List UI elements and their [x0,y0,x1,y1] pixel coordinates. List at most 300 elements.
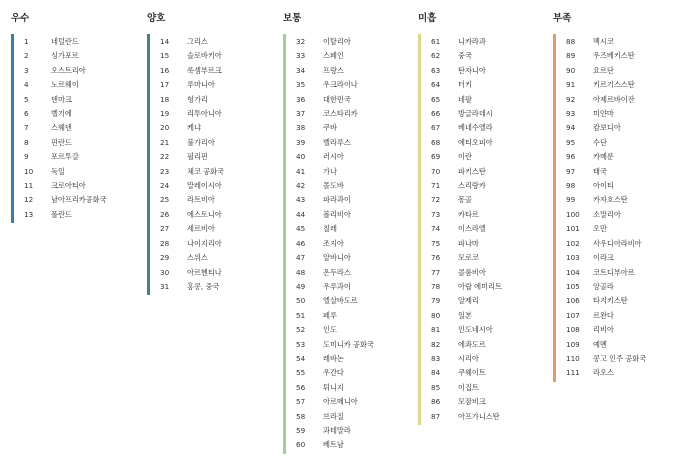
rank-number: 107 [566,310,580,320]
country-row [24,179,136,193]
country-row [160,222,272,236]
country-row [431,323,543,337]
country-row [296,64,408,78]
country-row [160,179,272,193]
country-name: 우간다 [323,368,344,378]
rank-number: 3 [24,65,29,75]
country-name: 대한민국 [323,94,351,104]
country-row [296,179,408,193]
rank-number: 93 [566,109,576,119]
country-row [296,107,408,121]
country-name: 페루 [323,310,337,320]
country-name: 이탈리아 [323,37,351,46]
country-row [296,381,408,395]
rank-number: 15 [160,51,170,61]
rank-number: 62 [431,51,441,61]
country-row [296,35,408,49]
rank-number: 7 [24,123,29,133]
country-name: 키르기스스탄 [593,80,635,90]
rank-number: 51 [296,310,306,320]
rank-number: 55 [296,368,306,378]
country-name: 포르투갈 [51,152,79,162]
rank-number: 12 [24,195,34,205]
rank-number: 77 [431,267,441,277]
rank-number: 88 [566,37,576,46]
country-name: 볼리비아 [323,209,351,219]
country-name: 러시아 [323,152,344,162]
country-row [160,49,272,63]
country-name: 칠레 [323,224,337,234]
country-row [431,381,543,395]
rank-number: 86 [431,397,441,407]
country-name: 쿠바 [323,123,337,133]
country-row [566,136,678,150]
rank-number: 53 [296,339,306,349]
country-row [431,208,543,222]
column-color-bar [147,34,150,295]
country-row [160,193,272,207]
country-row [566,323,678,337]
column-color-bar [283,34,286,454]
rank-number: 45 [296,224,306,234]
country-row [160,93,272,107]
country-name: 우크라이나 [323,80,358,90]
rank-number: 97 [566,166,576,176]
country-name: 미얀마 [593,109,614,119]
rank-number: 31 [160,281,170,291]
rank-number: 84 [431,368,441,378]
country-name: 엘살바도르 [323,296,358,306]
country-name: 오만 [593,224,607,234]
rank-number: 35 [296,80,306,90]
country-name: 도미니카 공화국 [323,339,374,349]
country-row [566,121,678,135]
country-name: 케냐 [187,123,201,133]
country-name: 모로코 [458,253,479,263]
rank-number: 39 [296,137,306,147]
rank-number: 27 [160,224,170,234]
country-list [431,35,543,424]
country-row [296,121,408,135]
country-name: 벨기에 [51,109,72,119]
country-name: 터키 [458,80,472,90]
country-row [431,93,543,107]
rank-number: 81 [431,325,441,335]
country-name: 폴란드 [51,209,72,219]
rank-number: 20 [160,123,170,133]
rank-number: 85 [431,382,441,392]
country-row [160,165,272,179]
country-row [566,280,678,294]
rank-number: 47 [296,253,306,263]
rank-number: 92 [566,94,576,104]
rank-number: 17 [160,80,170,90]
country-name: 라트비아 [187,195,215,205]
column-color-bar [11,34,14,223]
country-name: 온두라스 [323,267,351,277]
country-name: 필리핀 [187,152,208,162]
rank-number: 19 [160,109,170,119]
country-name: 그리스 [187,37,208,46]
country-name: 앙골라 [593,281,614,291]
rank-number: 34 [296,65,306,75]
rank-number: 90 [566,65,576,75]
country-name: 콜롬비아 [458,267,486,277]
rank-number: 83 [431,353,441,363]
country-name: 몽골 [458,195,472,205]
country-row [160,280,272,294]
country-row [566,237,678,251]
country-row [566,294,678,308]
country-row [160,121,272,135]
rank-number: 111 [566,368,580,378]
country-name: 시리아 [458,353,479,363]
country-row [296,294,408,308]
country-row [160,237,272,251]
rank-number: 71 [431,181,441,191]
column-title: 부족 [553,13,572,24]
rank-number: 63 [431,65,441,75]
country-row [160,136,272,150]
rank-number: 18 [160,94,170,104]
country-name: 싱가포르 [51,51,79,61]
country-name: 일본 [458,310,472,320]
country-name: 핀란드 [51,137,72,147]
country-row [431,410,543,424]
country-row [431,107,543,121]
country-name: 베네수엘라 [458,123,493,133]
country-name: 에콰도르 [458,339,486,349]
country-row [431,49,543,63]
country-row [431,251,543,265]
country-row [296,323,408,337]
rank-number: 78 [431,281,441,291]
country-name: 멕시코 [593,37,614,46]
country-name: 레바논 [323,353,344,363]
country-row [160,208,272,222]
rank-number: 13 [24,209,34,219]
country-row [566,366,678,380]
country-name: 이라크 [593,253,614,263]
country-name: 조지아 [323,238,344,248]
rank-number: 26 [160,209,170,219]
column-title: 미흡 [418,13,437,24]
country-name: 아랍 에미리트 [458,281,502,291]
country-name: 가나 [323,166,337,176]
rank-number: 29 [160,253,170,263]
rank-number: 87 [431,411,441,421]
country-name: 이란 [458,152,472,162]
rank-number: 65 [431,94,441,104]
country-row [431,366,543,380]
rank-number: 25 [160,195,170,205]
country-row [160,35,272,49]
country-row [160,266,272,280]
country-list [160,35,272,294]
rank-number: 42 [296,181,306,191]
rank-number: 57 [296,397,306,407]
country-name: 파키스탄 [458,166,486,176]
rank-number: 98 [566,181,576,191]
rank-number: 23 [160,166,170,176]
country-name: 니카라과 [458,37,486,46]
country-name: 탄자니아 [458,65,486,75]
country-name: 프랑스 [323,65,344,75]
rank-number: 10 [24,166,34,176]
rank-number: 103 [566,253,580,263]
country-name: 캄보디아 [593,123,621,133]
country-name: 인도네시아 [458,325,493,335]
country-name: 파나마 [458,238,479,248]
country-row [296,49,408,63]
rank-number: 109 [566,339,580,349]
country-name: 남아프리카공화국 [51,195,107,205]
rank-number: 8 [24,137,29,147]
country-name: 이집트 [458,382,479,392]
rank-number: 11 [24,181,34,191]
country-name: 알제리 [458,296,479,306]
rank-number: 48 [296,267,306,277]
country-name: 리비아 [593,325,614,335]
country-row [566,49,678,63]
rank-number: 76 [431,253,441,263]
country-name: 튀니지 [323,382,344,392]
country-row [160,107,272,121]
country-row [296,150,408,164]
country-name: 아르메니아 [323,397,358,407]
country-row [431,352,543,366]
rank-number: 89 [566,51,576,61]
rank-number: 79 [431,296,441,306]
country-row [431,395,543,409]
country-name: 예멘 [593,339,607,349]
country-row [431,193,543,207]
rank-number: 64 [431,80,441,90]
country-row [431,309,543,323]
country-list [296,35,408,453]
country-name: 스리랑카 [458,181,486,191]
rank-number: 60 [296,440,306,450]
country-row [24,93,136,107]
country-row [431,294,543,308]
rank-number: 46 [296,238,306,248]
country-row [566,35,678,49]
country-row [566,193,678,207]
country-name: 중국 [458,51,472,61]
country-row [566,179,678,193]
country-name: 우루과이 [323,281,351,291]
rank-number: 104 [566,267,580,277]
country-row [160,251,272,265]
rank-number: 108 [566,325,580,335]
country-name: 네덜란드 [51,37,79,46]
country-row [296,193,408,207]
rank-number: 61 [431,37,441,46]
rank-number: 58 [296,411,306,421]
country-list [566,35,678,381]
rank-number: 96 [566,152,576,162]
rank-number: 1 [24,37,29,46]
country-row [296,438,408,452]
country-name: 헝가리 [187,94,208,104]
country-name: 벨라루스 [323,137,351,147]
rank-number: 56 [296,382,306,392]
country-name: 오스트리아 [51,65,86,75]
country-name: 알바니아 [323,253,351,263]
country-name: 리투아니아 [187,109,222,119]
rank-number: 91 [566,80,576,90]
country-row [24,136,136,150]
column-title: 보통 [283,13,302,24]
country-row [24,107,136,121]
country-name: 독일 [51,166,65,176]
rank-number: 32 [296,37,306,46]
country-row [431,266,543,280]
rank-number: 105 [566,281,580,291]
country-name: 아제르바이잔 [593,94,635,104]
country-row [160,150,272,164]
country-row [431,78,543,92]
rank-number: 28 [160,238,170,248]
rank-number: 40 [296,152,306,162]
rank-number: 14 [160,37,170,46]
country-name: 홍콩, 중국 [187,281,220,291]
country-row [160,64,272,78]
country-row [431,150,543,164]
country-row [296,410,408,424]
country-row [431,237,543,251]
country-row [566,266,678,280]
country-row [566,93,678,107]
country-name: 파라과이 [323,195,351,205]
country-row [566,78,678,92]
country-row [431,165,543,179]
country-name: 체코 공화국 [187,166,225,176]
country-row [24,64,136,78]
rank-number: 80 [431,310,441,320]
country-name: 방글라데시 [458,109,493,119]
country-row [566,107,678,121]
country-row [431,35,543,49]
country-row [431,121,543,135]
country-name: 코트디부아르 [593,267,635,277]
country-name: 아프가니스탄 [458,411,500,421]
country-name: 모잠비크 [458,397,486,407]
country-row [431,222,543,236]
country-name: 쿠웨이트 [458,368,486,378]
rank-number: 82 [431,339,441,349]
rank-number: 67 [431,123,441,133]
rank-number: 16 [160,65,170,75]
country-name: 우즈베키스탄 [593,51,635,61]
country-name: 라오스 [593,368,614,378]
rank-number: 75 [431,238,441,248]
country-name: 아르헨티나 [187,267,222,277]
country-name: 에티오피아 [458,137,493,147]
rank-number: 110 [566,353,580,363]
country-name: 브라질 [323,411,344,421]
country-row [296,309,408,323]
rank-number: 24 [160,181,170,191]
country-name: 세르비아 [187,224,215,234]
country-name: 과테말라 [323,425,351,435]
rank-number: 37 [296,109,306,119]
country-row [24,150,136,164]
country-name: 네팔 [458,94,472,104]
country-row [24,208,136,222]
country-name: 요르단 [593,65,614,75]
country-name: 스페인 [323,51,344,61]
column-color-bar [418,34,421,425]
country-name: 에스토니아 [187,209,222,219]
country-row [566,309,678,323]
rank-number: 68 [431,137,441,147]
rank-number: 101 [566,224,580,234]
rank-number: 59 [296,425,306,435]
rank-number: 54 [296,353,306,363]
rank-number: 99 [566,195,576,205]
country-name: 슬로바키아 [187,51,222,61]
rank-number: 22 [160,152,170,162]
rank-number: 21 [160,137,170,147]
country-row [296,208,408,222]
country-row [431,179,543,193]
country-row [296,266,408,280]
rank-number: 102 [566,238,580,248]
rank-number: 50 [296,296,306,306]
column-title: 우수 [11,13,30,24]
rank-number: 69 [431,152,441,162]
column-title: 양호 [147,13,166,24]
country-name: 덴마크 [51,94,72,104]
rank-number: 44 [296,209,306,219]
country-row [566,251,678,265]
rank-number: 5 [24,94,29,104]
rank-number: 49 [296,281,306,291]
rank-number: 38 [296,123,306,133]
country-name: 태국 [593,166,607,176]
country-list [24,35,136,222]
country-row [566,222,678,236]
country-name: 이스라엘 [458,224,486,234]
country-name: 불가리아 [187,137,215,147]
country-name: 루마니아 [187,80,215,90]
country-row [296,136,408,150]
country-row [566,208,678,222]
rank-number: 6 [24,109,29,119]
country-row [296,237,408,251]
country-name: 르완다 [593,310,614,320]
country-row [296,395,408,409]
country-row [431,280,543,294]
rank-number: 70 [431,166,441,176]
country-row [566,150,678,164]
country-row [566,165,678,179]
country-row [296,78,408,92]
country-name: 베트남 [323,440,344,450]
country-row [24,49,136,63]
country-name: 나이지리아 [187,238,222,248]
country-name: 코스타리카 [323,109,358,119]
rank-number: 73 [431,209,441,219]
country-name: 소말리아 [593,209,621,219]
rank-number: 100 [566,209,580,219]
rank-number: 2 [24,51,29,61]
rank-number: 9 [24,152,29,162]
country-name: 아이티 [593,181,614,191]
country-name: 콩고 인주 공화국 [593,353,647,363]
rank-number: 74 [431,224,441,234]
